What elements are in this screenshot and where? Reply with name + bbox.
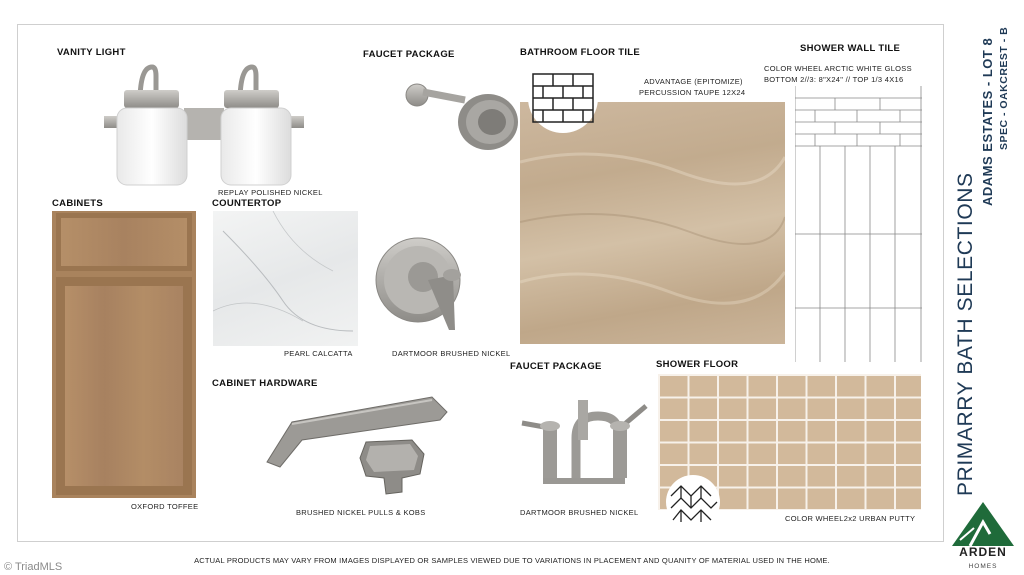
countertop-caption: PEARL CALCATTA xyxy=(284,349,353,358)
bathroom-floor-tile-heading: BATHROOM FLOOR TILE xyxy=(520,47,641,58)
spec-label: SPEC - OAKCREST - B xyxy=(998,26,1010,150)
cabinet-hardware-caption: BRUSHED NICKEL PULLS & KOBS xyxy=(296,508,426,517)
bathroom-floor-tile-swatch xyxy=(520,102,785,344)
bathroom-floor-tile-line2: PERCUSSION TAUPE 12X24 xyxy=(639,88,746,97)
board-title: PRIMARRY BATH SELECTIONS xyxy=(954,172,977,496)
shower-wall-tile-line2: BOTTOM 2//3: 8"X24" // TOP 1/3 4X16 xyxy=(764,75,904,84)
bathroom-floor-tile-line1: ADVANTAGE (EPITOMIZE) xyxy=(644,77,743,86)
shower-wall-tile-diagram xyxy=(795,86,922,362)
lavatory-faucet-image xyxy=(518,398,650,486)
shower-wall-tile-line1: COLOR WHEEL ARCTIC WHITE GLOSS xyxy=(764,64,912,73)
cabinets-caption: OXFORD TOFFEE xyxy=(131,502,199,511)
faucet-package-bottom-caption: DARTMOOR BRUSHED NICKEL xyxy=(520,508,639,517)
cabinet-hardware-image xyxy=(262,382,452,500)
vanity-light-heading: VANITY LIGHT xyxy=(57,47,126,58)
vanity-light-image xyxy=(100,62,310,187)
brand-name: ARDEN xyxy=(959,545,1007,559)
vanity-light-caption: REPLAY POLISHED NICKEL xyxy=(218,188,323,197)
cabinet-swatch xyxy=(52,211,196,498)
shower-wall-tile-heading: SHOWER WALL TILE xyxy=(800,43,901,54)
cabinets-heading: CABINETS xyxy=(52,198,103,209)
cabinet-hardware-heading: CABINET HARDWARE xyxy=(212,378,318,389)
floor-pattern-icon xyxy=(527,62,599,134)
arden-logo-mark xyxy=(950,500,1016,546)
countertop-heading: COUNTERTOP xyxy=(212,198,282,209)
disclaimer-footer: ACTUAL PRODUCTS MAY VARY FROM IMAGES DISPLAYED OR SAMPLES VIEWED DUE TO VARIATIONS IN PLACEMENT AND QUANITY OF MATERIAL USED IN THE HOME. xyxy=(194,556,830,565)
shower-floor-heading: SHOWER FLOOR xyxy=(656,359,739,370)
shower-floor-caption: COLOR WHEEL2x2 URBAN PUTTY xyxy=(785,514,916,523)
herringbone-pattern-icon xyxy=(665,474,721,530)
project-name: ADAMS ESTATES - LOT 8 xyxy=(980,37,995,206)
watermark: © TriadMLS xyxy=(4,561,63,573)
faucet-package-top-caption: DARTMOOR BRUSHED NICKEL xyxy=(392,349,511,358)
brand-sub: HOMES xyxy=(968,563,998,570)
shower-head-image xyxy=(405,70,520,155)
faucet-package-top-heading: FAUCET PACKAGE xyxy=(363,49,455,60)
shower-valve-trim-image xyxy=(373,225,468,340)
faucet-package-bottom-heading: FAUCET PACKAGE xyxy=(510,361,602,372)
countertop-swatch xyxy=(213,211,358,346)
